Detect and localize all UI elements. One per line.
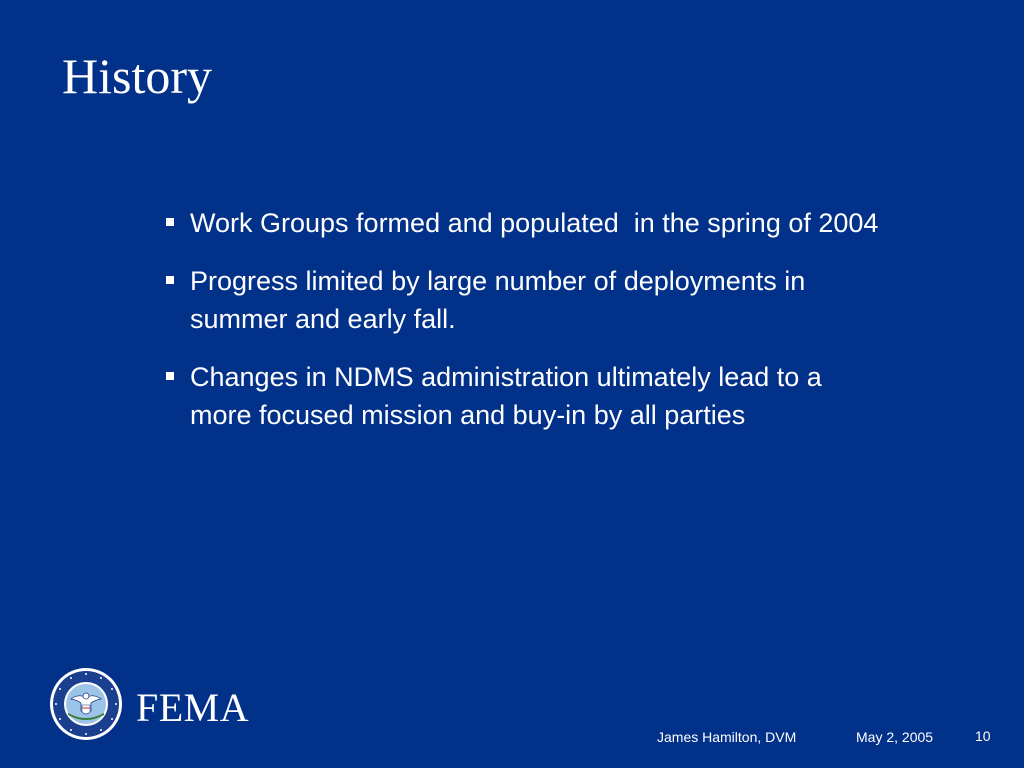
bullet-list xyxy=(166,204,886,454)
dhs-seal-icon xyxy=(49,667,123,741)
bullet-item xyxy=(166,358,886,434)
bullet-text: Progress limited by large number of deployments in summer and early fall. xyxy=(190,266,813,334)
bullet-text: Changes in NDMS administration ultimately lead to a more focused mission and buy-in by all parties xyxy=(190,362,830,430)
square-bullet-icon xyxy=(166,218,174,226)
bullet-item xyxy=(166,204,886,242)
slide-title: History xyxy=(62,48,212,104)
footer-author: James Hamilton, DVM xyxy=(657,729,797,745)
square-bullet-icon xyxy=(166,276,174,284)
bullet-text: Work Groups formed and populated in the spring of 2004 xyxy=(190,208,879,238)
square-bullet-icon xyxy=(166,372,174,380)
page-number: 10 xyxy=(975,728,991,744)
bullet-item xyxy=(166,262,886,338)
fema-wordmark: FEMA xyxy=(136,685,250,730)
footer-date: May 2, 2005 xyxy=(856,729,934,745)
